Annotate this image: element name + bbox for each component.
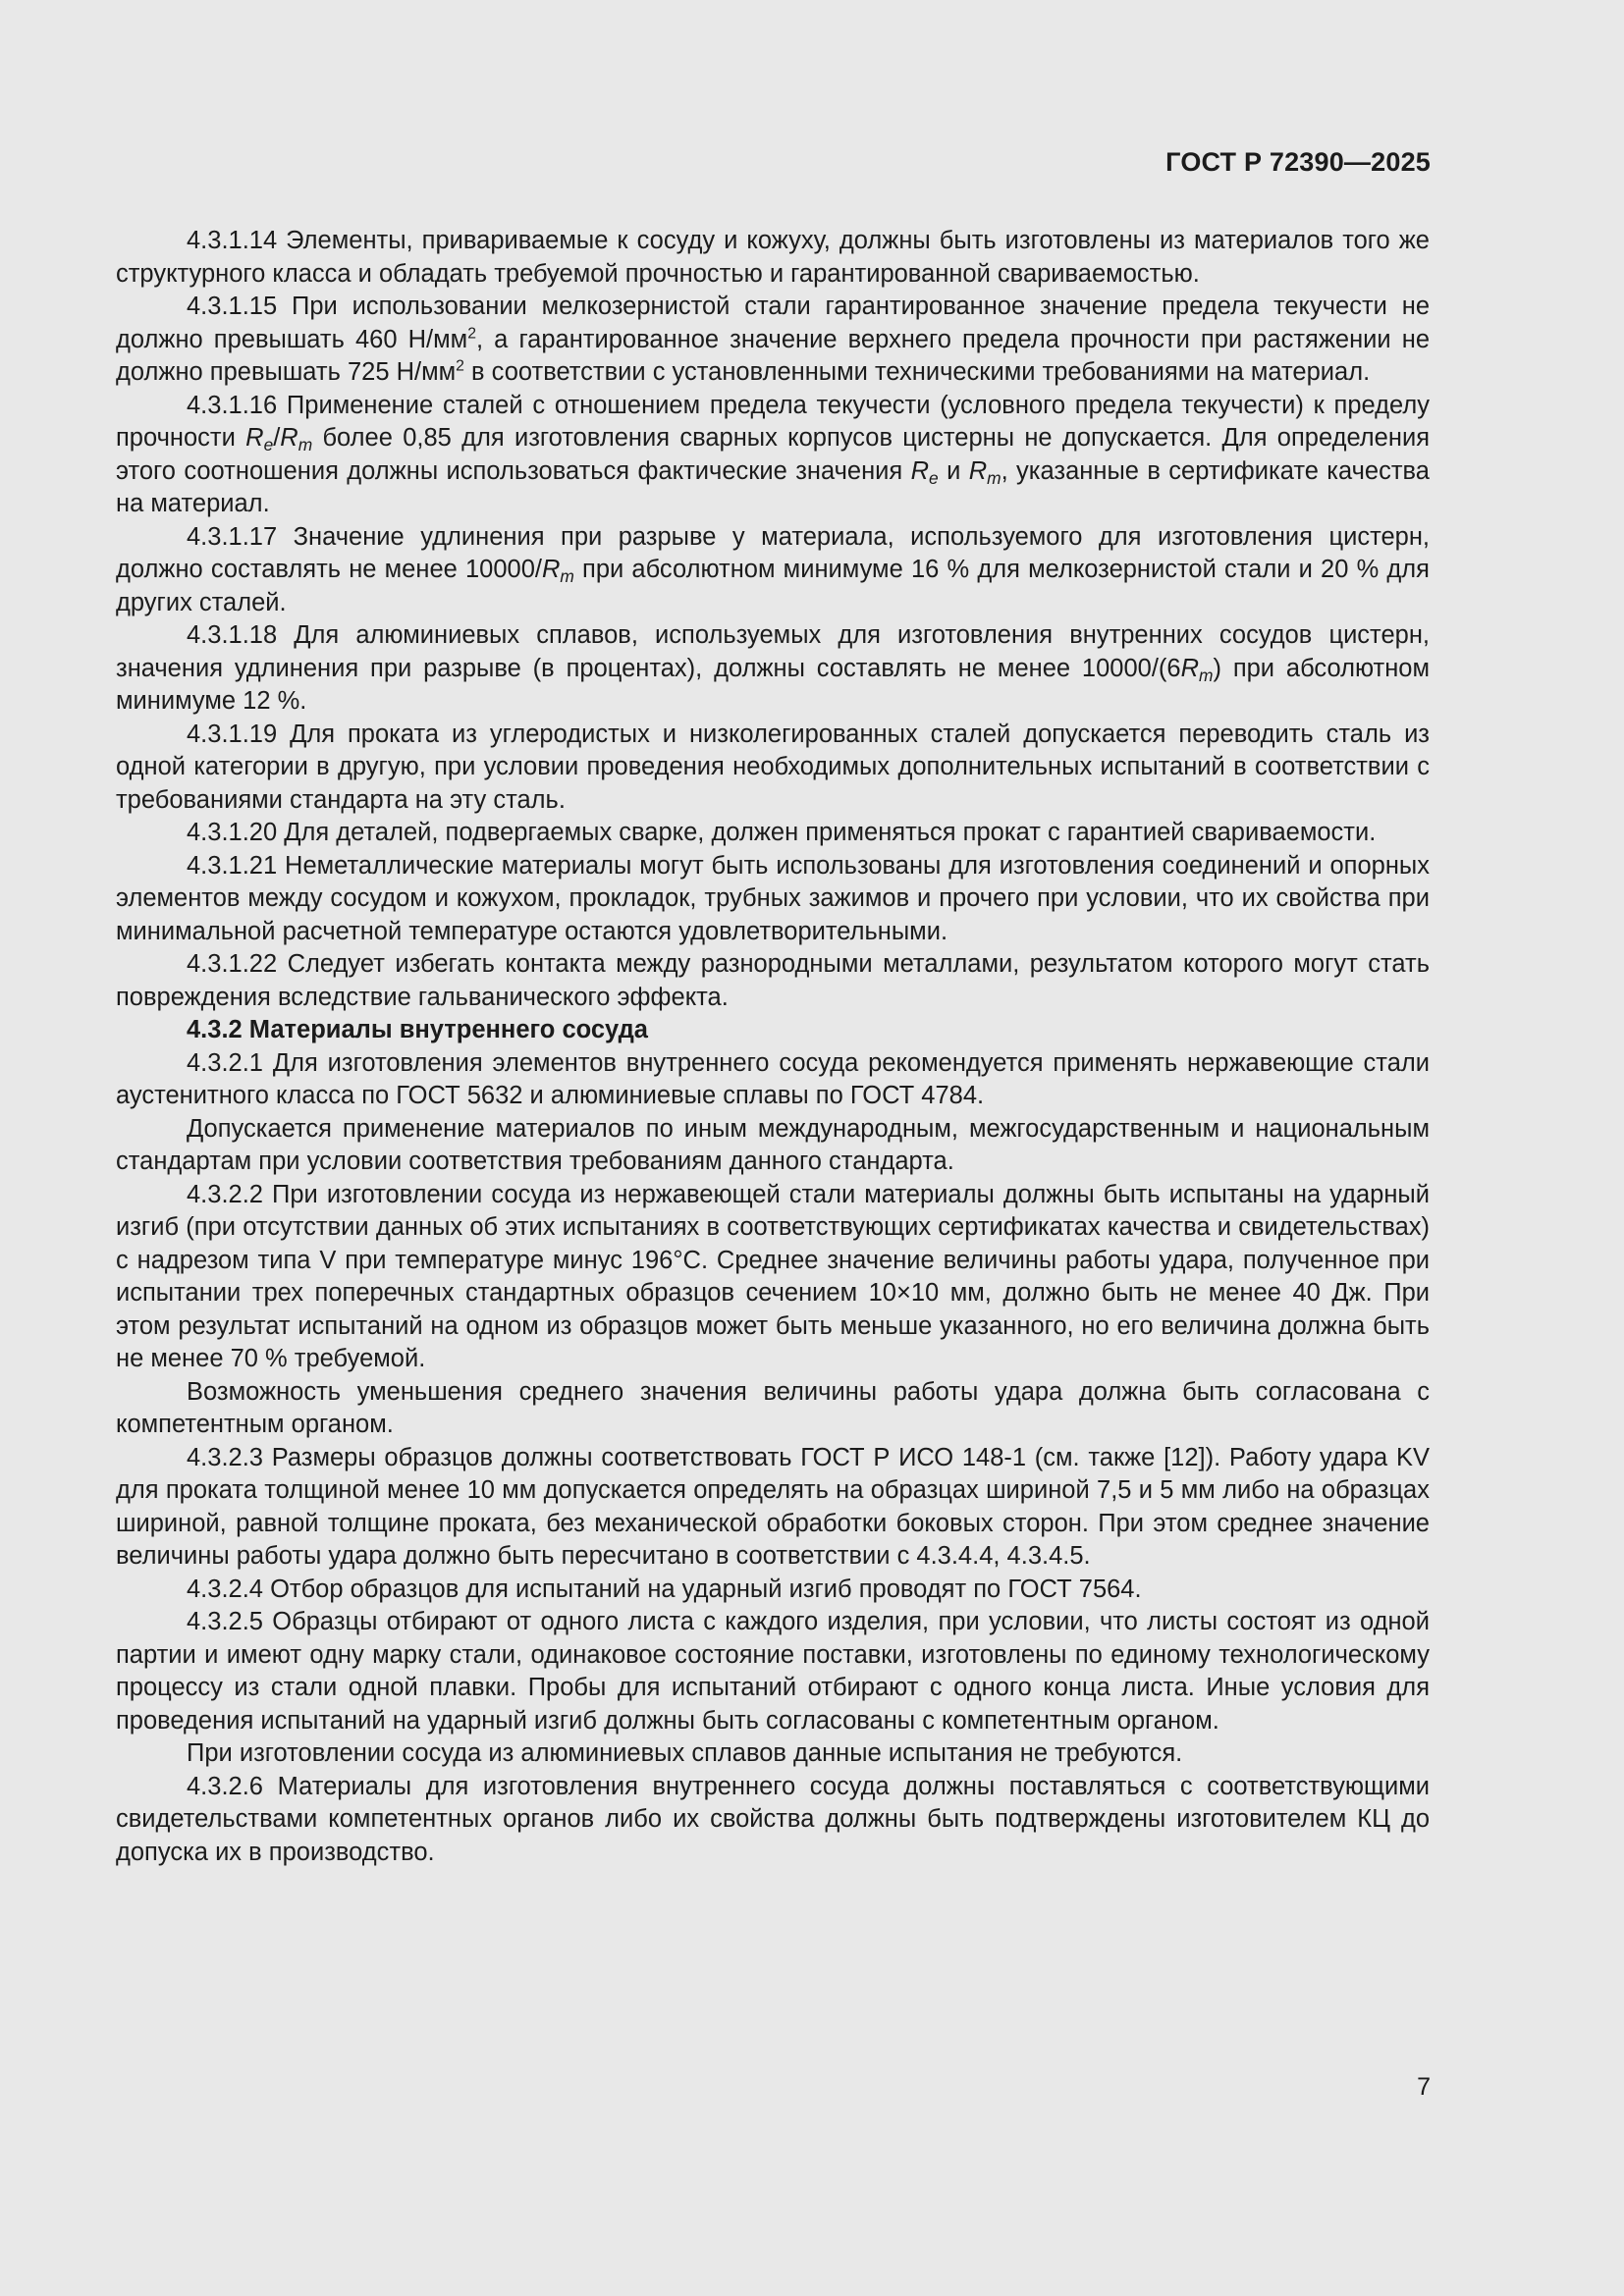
text-run: и — [938, 456, 969, 485]
paragraph-4-3-1-21: 4.3.1.21 Неметаллические материалы могут быть использованы для изготовления соединений и опорных элементов между сосудом и кожухом, прокладок, трубных зажимов и прочего при условии, что их свойства при минимальной расчетной температуре остаются удовлетворительными. — [116, 851, 1430, 945]
text-run: , а гарантированное значение верхнего предела прочности при растяжении не должно превышать 725 Н/мм — [116, 325, 1430, 386]
paragraph-4-3-2-6: 4.3.2.6 Материалы для изготовления внутреннего сосуда должны поставляться с соответствующими свидетельствами компетентных органов либо их свойства должны быть подтверждены изготовителем КЦ до допуска их в производство. — [116, 1772, 1430, 1866]
paragraph-4-3-2-1: 4.3.2.1 Для изготовления элементов внутреннего сосуда рекомендуется применять нержавеющие стали аустенитного класса по ГОСТ 5632 и алюминиевые сплавы по ГОСТ 4784. — [116, 1048, 1430, 1109]
subscript: e — [929, 467, 939, 488]
paragraph-4-3-1-18 — [116, 619, 1430, 719]
paragraph-4-3-2-5-note: При изготовлении сосуда из алюминиевых сплавов данные испытания не требуются. — [187, 1739, 1183, 1767]
paragraph-4-3-2-3: 4.3.2.3 Размеры образцов должны соответствовать ГОСТ Р ИСО 148-1 (см. также [12]). Работу удара KV для проката толщиной менее 10 мм допускается определять на образцах шириной 7,5 и 5 мм либо на образцах шириной, равной толщине проката, без механической обработки боковых сторон. При этом среднее значение величины работы удара должно быть пересчитано в соответствии с 4.3.4.4, 4.3.4.5. — [116, 1443, 1430, 1570]
symbol-r: R — [910, 456, 930, 485]
paragraph-4-3-1-20: 4.3.1.20 Для деталей, подвергаемых сварке, должен применяться прокат с гарантией свариваемости. — [187, 819, 1377, 846]
document-body — [116, 225, 1430, 1869]
subscript: m — [987, 467, 1001, 488]
paragraph-4-3-2-2: 4.3.2.2 При изготовлении сосуда из нержавеющей стали материалы должны быть испытаны на ударный изгиб (при отсутствии данных об этих испытаниях в соответствующих сертификатах качества и свидетельствах) с надрезом типа V при температуре минус 196°С. Среднее значение величины работы удара, полученное при испытании трех поперечных стандартных образцов сечением 10×10 мм, должно быть не менее 40 Дж. При этом результат испытаний на одном из образцов может быть меньше указанного, но его величина должна быть не менее 70 % требуемой. — [116, 1180, 1430, 1372]
symbol-r: R — [245, 424, 264, 452]
paragraph-4-3-1-16 — [116, 390, 1430, 521]
paragraph-4-3-2-5: 4.3.2.5 Образцы отбирают от одного листа с каждого изделия, при условии, что листы состоят из одной партии и имеют одну марку стали, одинаковое состояние поставки, изготовлены по единому технологическому процессу из стали одной плавки. Пробы для испытаний отбирают с одного конца листа. Иные условия для проведения испытаний на ударный изгиб должны быть согласованы с компетентным органом. — [116, 1608, 1430, 1735]
text-run: / — [273, 424, 281, 452]
paragraph-4-3-2-1-note: Допускается применение материалов по иным международным, межгосударственным и национальным стандартам при условии соответствия требованиям данного стандарта. — [116, 1114, 1430, 1175]
paragraph-4-3-1-22: 4.3.1.22 Следует избегать контакта между разнородными металлами, результатом которого могут стать повреждения вследствие гальванического эффекта. — [116, 950, 1430, 1011]
superscript: 2 — [456, 357, 464, 375]
paragraph-4-3-2-4: 4.3.2.4 Отбор образцов для испытаний на ударный изгиб проводят по ГОСТ 7564. — [187, 1575, 1142, 1603]
text-run: , указанные в сертификате качества на материал. — [116, 456, 1430, 517]
paragraph-4-3-1-17 — [116, 521, 1430, 620]
subscript: m — [298, 435, 313, 455]
subscript: m — [560, 566, 574, 587]
symbol-r: R — [541, 556, 561, 583]
symbol-r: R — [280, 424, 298, 452]
text-run: 4.3.1.17 Значение удлинения при разрыве у материала, используемого для изготовления цистерн, должно составлять не менее 10000/ — [116, 522, 1430, 583]
text-run: 4.3.1.16 Применение сталей с отношением предела текучести (условного предела текучести) к пределу прочности — [116, 391, 1430, 452]
paragraph-4-3-1-19: 4.3.1.19 Для проката из углеродистых и низколегированных сталей допускается переводить сталь из одной категории в другую, при условии проведения необходимых дополнительных испытаний в соответствии с требованиями стандарта на эту сталь. — [116, 720, 1430, 814]
text-run: в соответствии с установленными техническими требованиями на материал. — [463, 358, 1371, 386]
symbol-r: R — [1180, 654, 1200, 682]
symbol-r: R — [968, 456, 988, 485]
superscript: 2 — [467, 325, 476, 343]
text-run: при абсолютном минимуме 16 % для мелкозернистой стали и 20 % для других сталей. — [116, 556, 1430, 616]
paragraph-4-3-1-14: 4.3.1.14 Элементы, привариваемые к сосуду и кожуху, должны быть изготовлены из материалов того же структурного класса и обладать требуемой прочностью и гарантированной свариваемостью. — [116, 227, 1430, 288]
page-number: 7 — [1417, 2073, 1431, 2101]
subscript: m — [1199, 665, 1214, 685]
text-run: более 0,85 для изготовления сварных корпусов цистерны не допускается. Для определения этого соотношения должны использоваться фактические значения — [116, 424, 1430, 485]
document-header: ГОСТ Р 72390—2025 — [1165, 147, 1431, 177]
paragraph-4-3-1-15 — [116, 291, 1430, 390]
subscript: e — [263, 435, 274, 455]
paragraph-4-3-2-2-note: Возможность уменьшения среднего значения величины работы удара должна быть согласована с компетентным органом. — [116, 1377, 1430, 1438]
section-heading-4-3-2: 4.3.2 Материалы внутреннего сосуда — [187, 1016, 648, 1043]
text-run: 4.3.1.15 При использовании мелкозернистой стали гарантированное значение предела текучести не должно превышать 460 Н/мм — [116, 293, 1430, 353]
text-run: ) при абсолютном минимуме 12 %. — [116, 654, 1430, 715]
text-run: 4.3.1.18 Для алюминиевых сплавов, используемых для изготовления внутренних сосудов цистерн, значения удлинения при разрыве (в процентах), должны составлять не менее 10000/(6 — [116, 621, 1430, 682]
